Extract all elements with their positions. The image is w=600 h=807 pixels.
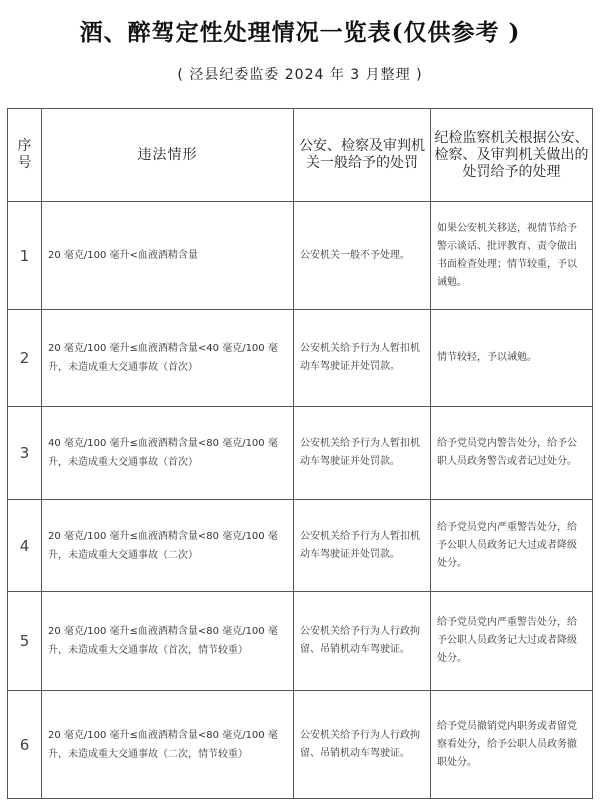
header-description: 违法情形 [42,109,294,202]
header-discipline: 纪检监察机关根据公安、检察、及审判机关做出的处罚给予的处理 [431,109,593,202]
row-police-penalty: 公安机关给予行为人暂扣机动车驾驶证并处罚款。 [294,500,431,592]
row-description: 20 毫克/100 毫升≤血液酒精含量<80 毫克/100 毫升，未造成重大交通事故（二次） [42,500,294,592]
header-seq: 序号 [8,109,42,202]
row-description: 20 毫克/100 毫升≤血液酒精含量<40 毫克/100 毫升，未造成重大交通事故（首次） [42,310,294,407]
table-header-row [8,109,593,202]
row-police-penalty: 公安机关给予行为人行政拘留、吊销机动车驾驶证。 [294,691,431,799]
table-row [8,407,593,500]
row-seq: 5 [8,592,42,691]
row-police-penalty: 公安机关给予行为人暂扣机动车驾驶证并处罚款。 [294,407,431,500]
row-police-penalty: 公安机关给予行为人行政拘留、吊销机动车驾驶证。 [294,592,431,691]
table-row [8,310,593,407]
table-row [8,592,593,691]
page-title: 酒、醉驾定性处理情况一览表(仅供参考 ) [79,19,521,46]
row-seq: 1 [8,202,42,310]
row-seq: 2 [8,310,42,407]
row-description: 40 毫克/100 毫升≤血液酒精含量<80 毫克/100 毫升，未造成重大交通事故（首次） [42,407,294,500]
row-discipline-action: 给予党员党内严重警告处分，给予公职人员政务记大过或者降级处分。 [431,500,593,592]
row-discipline-action: 如果公安机关移送，视情节给予警示谈话、批评教育、责令做出书面检查处理；情节较重，予以诫勉。 [431,202,593,310]
table-row [8,691,593,799]
header-police: 公安、检察及审判机关一般给予的处罚 [294,109,431,202]
row-seq: 4 [8,500,42,592]
row-discipline-action: 情节较轻，予以诫勉。 [431,310,593,407]
row-description: 20 毫克/100 毫升≤血液酒精含量<80 毫克/100 毫升，未造成重大交通事故（首次，情节较重） [42,592,294,691]
row-police-penalty: 公安机关一般不予处理。 [294,202,431,310]
row-description: 20 毫克/100 毫升<血液酒精含量 [42,202,294,310]
row-discipline-action: 给予党员党内警告处分，给予公职人员政务警告或者记过处分。 [431,407,593,500]
row-description: 20 毫克/100 毫升≤血液酒精含量<80 毫克/100 毫升，未造成重大交通事故（二次，情节较重） [42,691,294,799]
page-subtitle: ( 泾县纪委监委 2024 年 3 月整理 ) [177,67,423,83]
row-discipline-action: 给予党员撤销党内职务或者留党察看处分，给予公职人员政务撤职处分。 [431,691,593,799]
table-row [8,202,593,310]
penalty-table [7,108,593,799]
row-seq: 6 [8,691,42,799]
row-police-penalty: 公安机关给予行为人暂扣机动车驾驶证并处罚款。 [294,310,431,407]
row-seq: 3 [8,407,42,500]
row-discipline-action: 给予党员党内严重警告处分，给予公职人员政务记大过或者降级处分。 [431,592,593,691]
table-row [8,500,593,592]
